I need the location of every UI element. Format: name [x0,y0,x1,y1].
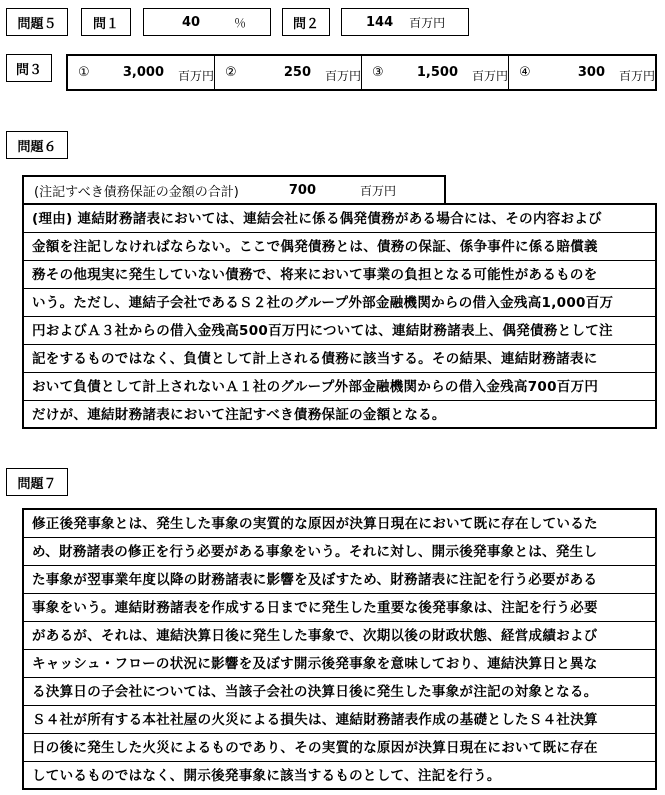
q7-line-3: た事象が翌事業年度以降の財務諸表に影響を及ぼすため、財務諸表に注記を行う必要がある [24,566,655,594]
q5-part2-answer [341,8,469,36]
q7-line-7: る決算日の子会社については、当該子会社の決算日後に発生した事象が注記の対象となる。 [24,678,655,706]
q3-item-1 [68,56,214,89]
q3-item-3 [361,56,508,89]
q3-item-2-unit: 百万円 [325,69,362,83]
q7-line-10: しているものではなく、開示後発事象に該当するものとして、注記を行う。 [32,768,501,784]
q7-line-5: があるが、それは、連結決算日後に発生した事象で、次期以後の財政状態、経営成績および [24,622,655,650]
q7-line-9: 日の後に発生した火災によるものであり、その実質的な原因が決算日現在において既に存在 [24,734,655,762]
q5-part2-unit: 百万円 [409,15,446,30]
q3-item-3-unit: 百万円 [472,69,509,83]
q3-label: 問３ [6,54,52,82]
q6-reason-box [22,203,657,429]
q3-item-4-unit: 百万円 [619,69,656,83]
q3-item-4 [508,56,655,89]
q6-summary-label: (注記すべき債務保証の金額の合計) [34,185,239,200]
q3-item-2-mark: ② [225,65,237,80]
q3-item-1-value: 3,000 [122,65,164,80]
q6-line-1: (理由) 連結財務諸表においては、連結会社に係る偶発債務がある場合には、その内容および [24,205,655,233]
q7-line-6: キャッシュ・フローの状況に影響を及ぼす開示後発事象を意味しており、連結決算日と異な [24,650,655,678]
q3-item-2 [214,56,361,89]
q7-label: 問題７ [6,468,68,496]
q5-part2-value: 144 [366,14,394,30]
q7-line-8: Ｓ４社が所有する本社社屋の火災による損失は、連結財務諸表作成の基礎としたＳ４社決算 [24,706,655,734]
q5-part1-answer [143,8,271,36]
q6-line-6: 記をするものではなく、負債として計上される債務に該当する。その結果、連結財務諸表に [24,345,655,373]
q3-answer-row [66,54,657,91]
q3-item-1-mark: ① [78,65,90,80]
q5-part1-label: 問１ [81,8,131,36]
q7-line-1: 修正後発事象とは、発生した事象の実質的な原因が決算日現在において既に存在しているた [24,510,655,538]
q6-line-5: 円およびＡ３社からの借入金残高500百万円については、連結財務諸表上、偶発債務として注 [24,317,655,345]
q3-item-1-unit: 百万円 [178,69,215,83]
q3-item-4-mark: ④ [519,65,531,80]
q6-line-8: だけが、連結財務諸表において注記すべき債務保証の金額となる。 [32,407,446,423]
q3-item-3-value: 1,500 [416,65,458,80]
q6-line-7: おいて負債として計上されないＡ１社のグループ外部金融機関からの借入金残高700百万円 [24,373,655,401]
q7-line-2: め、財務諸表の修正を行う必要がある事象をいう。それに対し、開示後発事象とは、発生し [24,538,655,566]
q6-summary-unit: 百万円 [360,184,397,198]
q7-line-4: 事象をいう。連結財務諸表を作成する日までに発生した重要な後発事象は、注記を行う必要 [24,594,655,622]
q6-line-4: いう。ただし、連結子会社であるＳ２社のグループ外部金融機関からの借入金残高1,000百万 [24,289,655,317]
q5-part1-unit: ％ [234,15,247,30]
q5-part1-value: 40 [182,14,201,30]
q6-line-2: 金額を注記しなければならない。ここで偶発債務とは、債務の保証、係争事件に係る賠償義 [24,233,655,261]
q3-item-2-value: 250 [283,65,311,80]
q3-item-4-value: 300 [577,65,605,80]
q6-line-3: 務その他現実に発生していない債務で、将来において事業の負担となる可能性があるものを [24,261,655,289]
q7-answer-box [22,508,657,790]
q6-summary [22,175,446,204]
q5-label: 問題５ [6,8,68,36]
q6-label: 問題６ [6,131,68,159]
q6-summary-value: 700 [288,183,317,198]
q5-part2-label: 問２ [282,8,330,36]
q3-item-3-mark: ③ [372,65,384,80]
